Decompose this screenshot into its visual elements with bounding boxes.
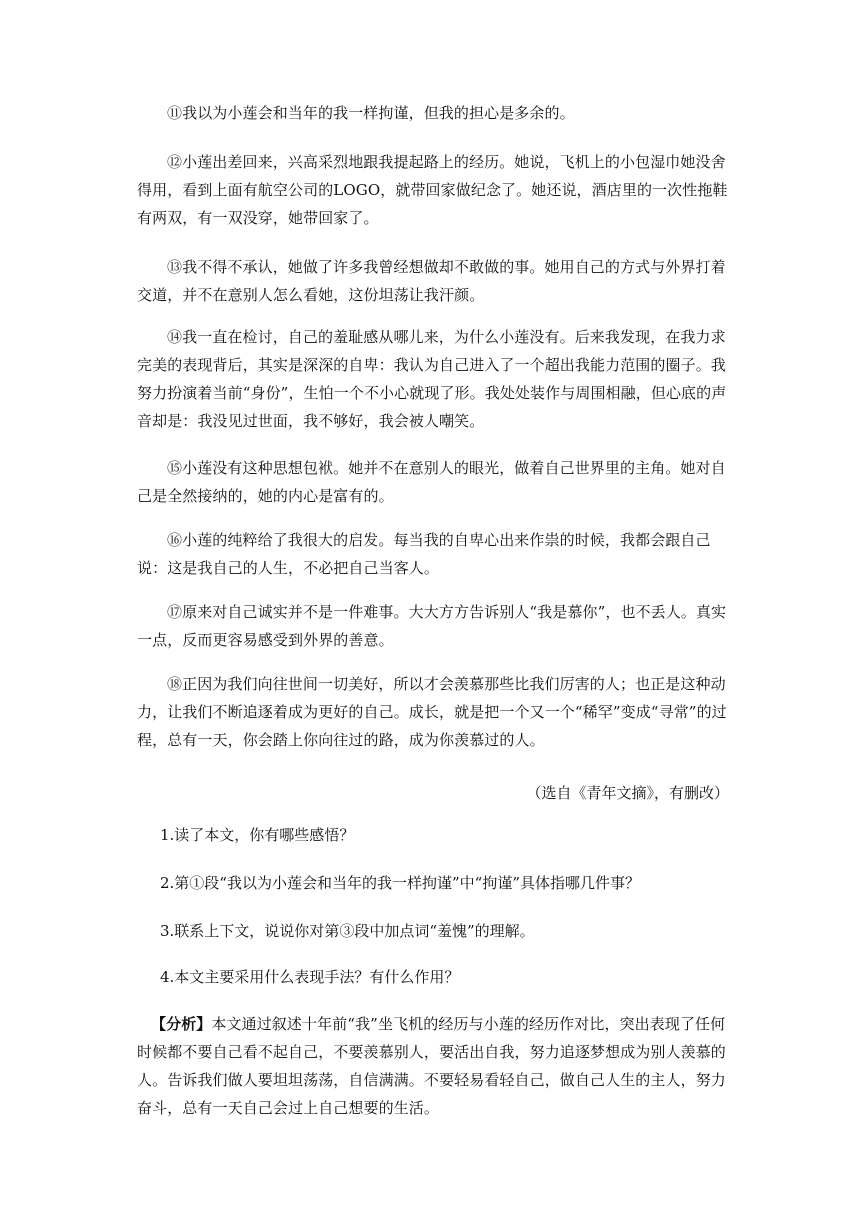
paragraph-15: ⑮小莲没有这种思想包袱。她并不在意别人的眼光，做着自己世界里的主角。她对自己是全然接纳的，她的内心是富有的。	[137, 459, 726, 505]
analysis-paragraph	[137, 1010, 729, 1122]
question-3: 3.联系上下文，说说你对第③段中加点词“羞愧”的理解。	[160, 922, 535, 940]
analysis-label: 【分析】	[151, 1015, 212, 1033]
analysis-text: 本文通过叙述十年前“我”坐飞机的经历与小莲的经历作对比，突出表现了任何时候都不要自己看不起自己，不要羡慕别人，要活出自我，努力追逐梦想成为别人羡慕的人。告诉我们做人要坦坦荡荡，自信满满。不要轻易看轻自己，做自己人生的主人，努力奋斗，总有一天自己会过上自己想要的生活。	[137, 1015, 726, 1117]
paragraph-17: ⑰原来对自己诚实并不是一件难事。大大方方告诉别人“我是慕你”，也不丢人。真实一点，反而更容易感受到外界的善意。	[137, 603, 727, 649]
question-2: 2.第①段“我以为小莲会和当年的我一样拘谨”中“拘谨”具体指哪几件事？	[160, 874, 640, 892]
paragraph-11: ⑪我以为小莲会和当年的我一样拘谨，但我的担心是多余的。	[167, 104, 575, 122]
question-1: 1.读了本文，你有哪些感悟？	[160, 826, 355, 844]
paragraph-13: ⑬我不得不承认，她做了许多我曾经想做却不敢做的事。她用自己的方式与外界打着交道，并不在意别人怎么看她，这份坦荡让我汗颜。	[137, 258, 726, 304]
question-4: 4.本文主要采用什么表现手法？有什么作用？	[160, 968, 460, 986]
source-citation: （选自《青年文摘》，有删改）	[526, 784, 729, 802]
paragraph-16: ⑯小莲的纯粹给了我很大的启发。每当我的自卑心出来作祟的时候，我都会跟自己说：这是我自己的人生，不必把自己当客人。	[137, 531, 711, 577]
paragraph-12: ⑫小莲出差回来，兴高采烈地跟我提起路上的经历。她说，飞机上的小包湿巾她没舍得用，看到上面有航空公司的LOGO，就带回家做纪念了。她还说，酒店里的一次性拖鞋有两双，有一双没穿，她带回家了。	[137, 153, 728, 227]
paragraph-14: ⑭我一直在检讨，自己的羞耻感从哪儿来，为什么小莲没有。后来我发现，在我力求完美的表现背后，其实是深深的自卑：我认为自己进入了一个超出我能力范围的圈子。我努力扮演着当前“身份”，生怕一个不小心就现了形。我处处装作与周围相融，但心底的声音却是：我没见过世面，我不够好，我会被人嘲笑。	[137, 328, 727, 430]
paragraph-18: ⑱正因为我们向往世间一切美好，所以才会羡慕那些比我们厉害的人；也正是这种动力，让我们不断追逐着成为更好的自己。成长，就是把一个又一个“稀罕”变成“寻常”的过程，总有一天，你会踏上你向往过的路，成为你羡慕过的人。	[137, 675, 727, 749]
